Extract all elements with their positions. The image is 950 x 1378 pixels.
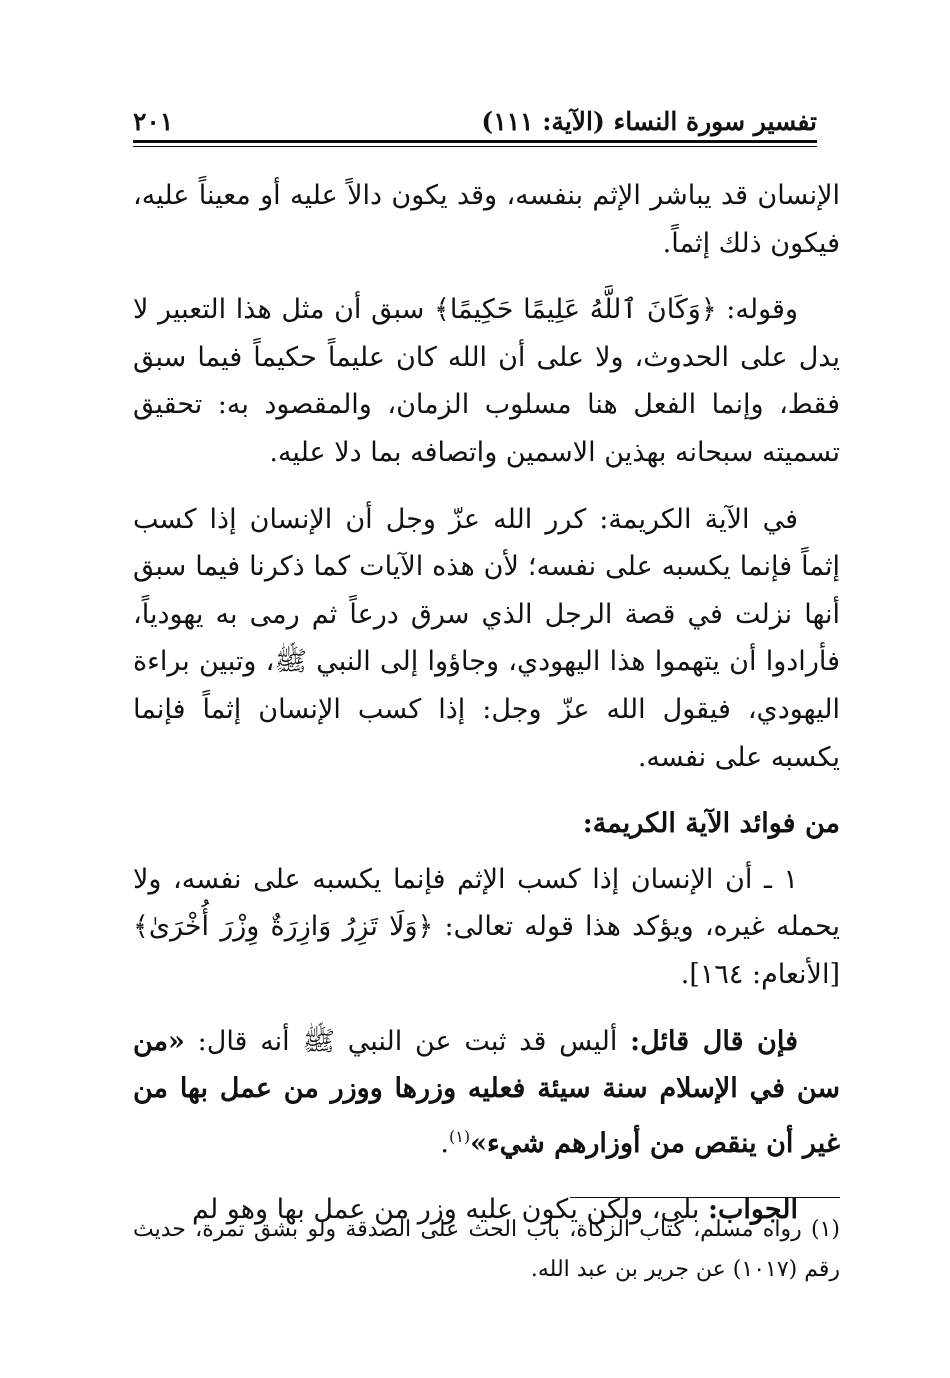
header-rule-thin bbox=[133, 146, 817, 147]
page-body bbox=[133, 172, 840, 1253]
footnotes bbox=[133, 1210, 840, 1290]
running-title: تفسير سورة النساء (الآية: ١١١) bbox=[481, 107, 817, 136]
answer-lead: الجواب: bbox=[708, 1194, 798, 1226]
paragraph-1: الإنسان قد يباشر الإثم بنفسه، وقد يكون دالاً عليه أو معيناً عليه، فيكون ذلك إثماً. bbox=[133, 180, 840, 259]
answer-text: بلى، ولكن يكون عليه وزر من عمل بها وهو لم bbox=[191, 1194, 708, 1226]
paragraph-3: في الآية الكريمة: كرر الله عزّ وجل أن الإنسان إذا كسب إثماً فإنما يكسبه على نفسه؛ لأن هذه الآيات كما ذكرنا فيما سبق أنها نزلت في قصة الرجل الذي سرق درعاً ثم رمى به يهودياً، فأرادوا أن يتهموا هذا اليهودي، وجاؤوا إلى النبي ﷺ، وتبين براءة اليهودي، فيقول الله عزّ وجل: إذا كسب الإنسان إثماً فإنما يكسبه على نفسه. bbox=[133, 503, 840, 773]
question-text: أليس قد ثبت عن النبي ﷺ أنه قال: bbox=[184, 1025, 631, 1057]
question-end: . bbox=[440, 1127, 449, 1159]
hadith-quote: «من سن في الإسلام سنة سيئة فعليه وزرها ووزر من عمل بها من غير أن ينقص من أوزارهم شيء» bbox=[133, 1025, 840, 1159]
page-number: ٢٠١ bbox=[133, 107, 174, 136]
paragraph-2: وقوله: ﴿وَكَانَ ٱللَّهُ عَلِيمًا حَكِيمًا﴾ سبق أن مثل هذا التعبير لا يدل على الحدوث، ولا على أن الله كان عليماً حكيماً فيما سبق فقط، وإنما الفعل هنا مسلوب الزمان، والمقصود به: تحقيق تسميته سبحانه بهذين الاسمين واتصافه بما دلا عليه. bbox=[133, 294, 840, 468]
footnote-rule bbox=[570, 1197, 840, 1198]
question-lead: فإن قال قائل: bbox=[630, 1025, 798, 1057]
paragraph-4: ١ ـ أن الإنسان إذا كسب الإثم فإنما يكسبه على نفسه، ولا يحمله غيره، ويؤكد هذا قوله تعالى: ﴿وَلَا تَزِرُ وَازِرَةٌ وِزْرَ أُخْرَىٰ﴾ [الأنعام: ١٦٤]. bbox=[133, 863, 840, 990]
page-header bbox=[133, 98, 817, 138]
section-heading: من فوائد الآية الكريمة: bbox=[582, 808, 840, 840]
footnote-ref: (١) bbox=[448, 1126, 471, 1146]
footnote-1: (١) رواه مسلم، كتاب الزكاة، باب الحث على الصدقة ولو بشق تمرة، حديث رقم (١٠١٧) عن جرير بن عبد الله. bbox=[133, 1217, 840, 1282]
header-rule bbox=[133, 140, 817, 143]
paragraph-5 bbox=[133, 1018, 840, 1168]
